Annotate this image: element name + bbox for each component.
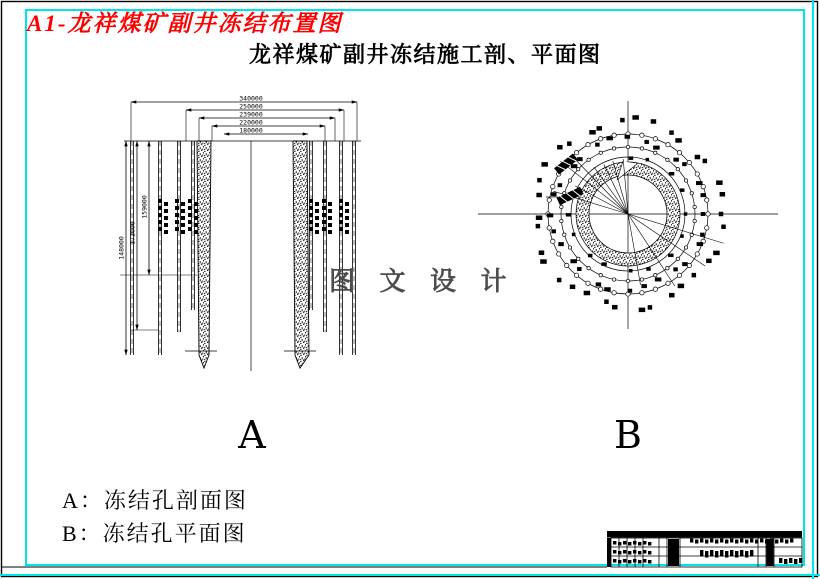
- dimension-labels: [118, 95, 263, 260]
- section-a-letter: A: [238, 413, 266, 457]
- depth-marker-squares: [158, 199, 349, 234]
- file-title: A1-龙祥煤矿副井冻结布置图: [27, 11, 343, 36]
- dim-label: 220000: [239, 118, 263, 127]
- dim-label: 159000: [140, 195, 149, 219]
- section-a-drawing: [118, 95, 362, 372]
- legend-section-a: A：冻结孔剖面图: [62, 488, 248, 513]
- drawing-title: 龙祥煤矿副井冻结施工剖、平面图: [249, 42, 602, 67]
- dim-label: 340000: [239, 94, 263, 103]
- dim-label: 250000: [239, 102, 263, 111]
- frozen-wall-left: [197, 141, 211, 368]
- dim-label: 239000: [239, 110, 263, 119]
- borehole-lines: [130, 141, 355, 355]
- section-cut-mark: [554, 153, 578, 174]
- section-b-drawing: [478, 101, 778, 329]
- dim-label: 180000: [239, 126, 263, 135]
- dim-label: 172000: [128, 221, 137, 245]
- watermark-text: 图 文 设 计: [329, 267, 516, 296]
- section-b-letter: B: [614, 413, 642, 457]
- frozen-wall-right: [293, 141, 309, 368]
- title-block: [607, 531, 802, 567]
- dim-label: 148000: [117, 236, 126, 260]
- legend-section-b: B：冻结孔平面图: [62, 521, 247, 546]
